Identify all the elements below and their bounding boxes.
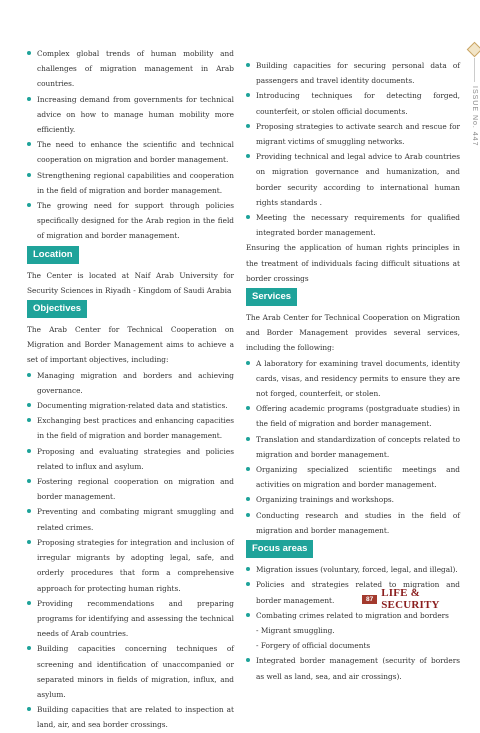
- location-text: The Center is located at Naif Arab University for Security Sciences in Riyadh - Kingdom of Saudi Arabia: [27, 270, 234, 295]
- page-number: 87: [362, 595, 377, 604]
- top-list: [246, 58, 460, 240]
- margin-rule: [474, 58, 475, 82]
- magazine-title: LIFE & SECURITY: [381, 587, 440, 611]
- ensuring-text: Ensuring the application of human rights principles in the treatment of individuals facing difficult situations at border crossings: [246, 243, 460, 283]
- list-item: Organizing specialized scientific meetings and activities on migration and border management.: [246, 462, 460, 492]
- list-item: Translation and standardization of concepts related to migration and border management.: [246, 432, 460, 462]
- list-item: Exchanging best practices and enhancing capacities in the field of migration and border management.: [27, 413, 234, 443]
- list-item: Fostering regional cooperation on migration and border management.: [27, 474, 234, 504]
- focus-heading: Focus areas: [246, 540, 313, 558]
- list-item: Proposing strategies for integration and inclusion of irregular migrants by adopting legal, safe, and orderly procedures that form a comprehensive approach for protecting human rights.: [27, 535, 234, 596]
- list-item: The need to enhance the scientific and technical cooperation on migration and border management.: [27, 137, 234, 167]
- list-item: Strengthening regional capabilities and cooperation in the field of migration and border management.: [27, 168, 234, 198]
- services-heading: Services: [246, 288, 297, 306]
- list-item: Documenting migration-related data and statistics.: [27, 398, 234, 413]
- list-item: Meeting the necessary requirements for qualified integrated border management.: [246, 210, 460, 240]
- list-item: Offering academic programs (postgraduate studies) in the field of migration and border management.: [246, 401, 460, 431]
- objectives-heading: Objectives: [27, 300, 87, 318]
- location-heading: Location: [27, 246, 79, 264]
- list-item: Increasing demand from governments for technical advice on how to manage human mobility more efficiently.: [27, 92, 234, 138]
- issue-number: ISSUE No. 447: [471, 86, 478, 147]
- list-item: Conducting research and studies in the field of migration and border management.: [246, 508, 460, 538]
- list-item: Building capacities concerning techniques of screening and identification of unaccompanied or separated minors in fields of migration, influx, and asylum.: [27, 641, 234, 702]
- left-column: [27, 46, 234, 733]
- intro-list: [27, 46, 234, 244]
- list-item: Proposing strategies to activate search and rescue for migrant victims of smuggling networks.: [246, 119, 460, 149]
- focus-sub-item: - Migrant smuggling.: [256, 625, 335, 635]
- list-item: Integrated border management (security of borders as well as land, sea, and air crossings).: [246, 653, 460, 683]
- list-item: Migration issues (voluntary, forced, legal, and illegal).: [246, 562, 460, 577]
- list-item: Introducing techniques for detecting forged, counterfeit, or stolen official documents.: [246, 88, 460, 118]
- list-item: Combating crimes related to migration and borders: [246, 608, 460, 623]
- services-list: [246, 356, 460, 538]
- list-item: A laboratory for examining travel documents, identity cards, visas, and residency permits to ensure they are not forged, counterfeit, or stolen.: [246, 356, 460, 402]
- list-item: The growing need for support through policies specifically designed for the Arab region in the field of migration and border management.: [27, 198, 234, 244]
- page-footer: [362, 587, 480, 611]
- focus-sub-item: - Forgery of official documents: [256, 641, 371, 651]
- objectives-intro: The Arab Center for Technical Cooperation on Migration and Border Management aims to achieve a set of important objectives, including:: [27, 325, 234, 365]
- list-item: Policies and strategies related to migration and border management.: [246, 577, 460, 607]
- list-item: Building capacities that are related to inspection at land, air, and sea border crossings.: [27, 702, 234, 732]
- services-intro: The Arab Center for Technical Cooperation on Migration and Border Management provides several services, including the following:: [246, 313, 460, 353]
- list-item: Proposing and evaluating strategies and policies related to influx and asylum.: [27, 444, 234, 474]
- list-item: Building capacities for securing personal data of passengers and travel identity documents.: [246, 58, 460, 88]
- list-item: Organizing trainings and workshops.: [246, 492, 460, 507]
- list-item: Providing recommendations and preparing programs for identifying and assessing the technical needs of Arab countries.: [27, 596, 234, 642]
- list-item: Providing technical and legal advice to Arab countries on migration governance and humanization, and border security according to international human rights standards .: [246, 149, 460, 210]
- focus-list-last: [246, 653, 460, 683]
- list-item: Managing migration and borders and achieving governance.: [27, 368, 234, 398]
- list-item: Preventing and combating migrant smuggling and related crimes.: [27, 504, 234, 534]
- list-item: Complex global trends of human mobility and challenges of migration management in Arab countries.: [27, 46, 234, 92]
- objectives-list: [27, 368, 234, 733]
- decorative-ornament-icon: [467, 42, 480, 58]
